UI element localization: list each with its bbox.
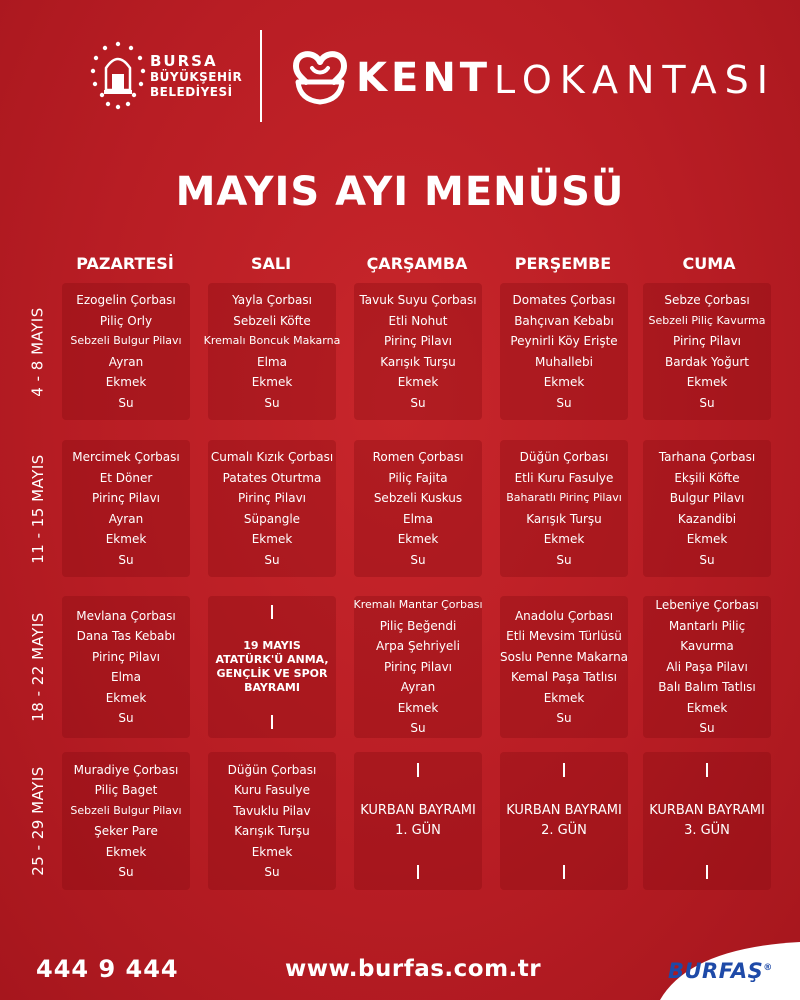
menu-item: Su — [410, 552, 426, 567]
day-header-sali: SALI — [250, 254, 292, 273]
menu-cell — [500, 283, 628, 420]
menu-item: Et Döner — [99, 470, 153, 485]
week-label-text: 25 - 29 MAYIS — [29, 766, 48, 876]
separator-bar — [271, 715, 273, 729]
menu-item: Balı Balım Tatlısı — [658, 680, 756, 695]
kurban-bayrami-text: KURBAN BAYRAMI — [506, 803, 622, 818]
menu-item: Tarhana Çorbası — [658, 450, 756, 464]
menu-item: Ekmek — [105, 690, 147, 705]
menu-item: Piliç Beğendi — [379, 618, 457, 633]
menu-item: Mercimek Çorbası — [72, 450, 180, 464]
separator-bar — [417, 865, 419, 879]
menu-item: Ekmek — [543, 690, 585, 705]
menu-cell — [208, 440, 336, 577]
menu-item: Baharatlı Pirinç Pilavı — [506, 491, 622, 504]
menu-item: Düğün Çorbası — [519, 450, 609, 464]
menu-item: Karışık Turşu — [234, 824, 310, 838]
menu-item: Ekmek — [251, 532, 293, 546]
menu-cell — [354, 752, 482, 890]
menu-item: Su — [699, 721, 715, 736]
kurban-bayrami-text: 2. GÜN — [541, 823, 587, 838]
holiday-text: BAYRAMI — [244, 681, 300, 694]
menu-item: Etli Mevsim Türlüsü — [506, 629, 622, 643]
menu-item: Bahçıvan Kebabı — [514, 313, 614, 328]
menu-item: Su — [556, 552, 572, 567]
lokantasi-word: LOKANTASI — [494, 58, 776, 102]
menu-cell — [643, 596, 771, 738]
bbb-line-3: BELEDİYESİ — [150, 85, 233, 99]
menu-item: Kazandibi — [677, 511, 737, 526]
kent-lokantasi-logo — [290, 48, 776, 112]
menu-item: Dana Tas Kebabı — [76, 629, 176, 643]
menu-item: Bulgur Pilavı — [669, 491, 745, 505]
menu-item: Su — [118, 865, 134, 879]
kurban-bayrami-text: 1. GÜN — [395, 823, 441, 838]
menu-item: Ekmek — [105, 844, 147, 859]
menu-item: Ayran — [108, 354, 144, 369]
day-header-cuma: CUMA — [682, 254, 736, 273]
menu-cell — [62, 283, 190, 420]
menu-cell — [500, 440, 628, 577]
header-divider — [260, 30, 262, 122]
menu-item: Domates Çorbası — [512, 293, 616, 307]
menu-item: Su — [118, 711, 134, 725]
menu-cell — [208, 752, 336, 890]
menu-cell — [208, 596, 336, 738]
menu-item: Ekmek — [397, 375, 439, 389]
menu-item: Şeker Pare — [94, 824, 158, 838]
separator-bar — [563, 763, 565, 777]
menu-item: Patates Oturtma — [222, 470, 322, 485]
menu-item: Sebzeli Piliç Kavurma — [648, 313, 766, 327]
menu-item: Ekmek — [251, 375, 293, 389]
menu-item: Ekmek — [686, 532, 728, 546]
menu-item: Kavurma — [680, 639, 734, 654]
menu-item: Ekmek — [543, 375, 585, 389]
separator-bar — [417, 763, 419, 777]
heart-bowl-icon — [290, 48, 350, 108]
bursa-emblem-icon — [88, 38, 148, 118]
menu-item: Piliç Baget — [94, 783, 158, 797]
menu-item: Su — [410, 395, 426, 410]
week-label-text: 11 - 15 MAYIS — [29, 453, 48, 564]
menu-item: Ekşili Köfte — [674, 470, 740, 485]
holiday-text: 19 MAYIS — [243, 639, 301, 652]
menu-item: Ezogelin Çorbası — [76, 293, 176, 307]
bbb-line-2: BÜYÜKŞEHİR — [150, 70, 243, 84]
menu-item: Etli Kuru Fasulye — [514, 470, 614, 485]
menu-cell — [500, 596, 628, 738]
menu-cell — [354, 440, 482, 577]
holiday-text: GENÇLİK VE SPOR — [216, 667, 328, 680]
menu-cell — [203, 283, 341, 420]
menu-item: Pirinç Pilavı — [237, 491, 307, 505]
menu-item: Lebeniye Çorbası — [655, 598, 759, 613]
menu-item: Bardak Yoğurt — [665, 354, 749, 369]
menu-item: Süpangle — [243, 511, 301, 526]
menu-item: Ekmek — [397, 700, 439, 715]
menu-item: Su — [264, 865, 280, 879]
menu-item: Elma — [403, 511, 433, 526]
menu-item: Anadolu Çorbası — [514, 608, 614, 623]
menu-item: Karışık Turşu — [380, 354, 456, 369]
menu-item: Elma — [257, 354, 287, 369]
menu-item: Ekmek — [105, 532, 147, 546]
menu-cell — [62, 752, 190, 890]
menu-item: Ayran — [108, 511, 144, 526]
menu-item: Muradiye Çorbası — [73, 762, 179, 777]
week-label — [18, 752, 58, 890]
menu-item: Su — [556, 711, 572, 725]
week-label — [18, 440, 58, 577]
menu-item: Pirinç Pilavı — [91, 491, 161, 505]
menu-item: Ekmek — [105, 375, 147, 389]
menu-item: Mevlana Çorbası — [76, 608, 176, 623]
menu-item: Sebzeli Bulgur Pilavı — [70, 803, 182, 817]
menu-item: Ekmek — [686, 700, 728, 715]
menu-cell — [354, 283, 482, 420]
week-label — [18, 283, 58, 420]
menu-item: Cumalı Kızık Çorbası — [210, 450, 334, 464]
menu-item: Kremalı Mantar Çorbası — [353, 598, 483, 612]
header — [0, 30, 800, 130]
menu-item: Su — [410, 721, 426, 736]
menu-item: Su — [699, 552, 715, 567]
menu-cell — [643, 752, 771, 890]
day-header-persembe: PERŞEMBE — [514, 254, 612, 273]
menu-item: Düğün Çorbası — [227, 762, 317, 777]
menu-item: Ayran — [400, 680, 436, 695]
page-title: MAYIS AYI MENÜSÜ — [175, 169, 625, 215]
burfas-brand: BURFAŞ — [668, 959, 764, 983]
menu-cell — [62, 440, 190, 577]
registered-mark: ® — [763, 963, 773, 973]
week-label-text: 18 - 22 MAYIS — [29, 612, 48, 722]
menu-item: Romen Çorbası — [372, 450, 464, 464]
menu-item: Pirinç Pilavı — [91, 649, 161, 664]
kurban-bayrami-text: KURBAN BAYRAMI — [649, 803, 765, 818]
menu-cell — [62, 596, 190, 738]
menu-item: Soslu Penne Makarna — [499, 649, 629, 664]
menu-item: Ekmek — [543, 532, 585, 546]
menu-item: Su — [264, 552, 280, 567]
menu-item: Yayla Çorbası — [232, 293, 312, 307]
menu-item: Mantarlı Piliç — [668, 618, 746, 633]
menu-item: Sebzeli Köfte — [233, 313, 311, 328]
menu-item: Elma — [111, 670, 141, 684]
menu-item: Sebzeli Bulgur Pilavı — [70, 334, 182, 347]
menu-item: Kuru Fasulye — [233, 783, 311, 797]
menu-item: Pirinç Pilavı — [383, 659, 453, 674]
bursa-buyuksehir-text — [150, 52, 242, 100]
menu-item: Tavuk Suyu Çorbası — [359, 293, 477, 307]
menu-item: Etli Nohut — [388, 313, 448, 328]
menu-item: Ekmek — [686, 375, 728, 389]
menu-item: Karışık Turşu — [526, 511, 602, 526]
menu-item: Piliç Fajita — [388, 470, 448, 485]
separator-bar — [563, 865, 565, 879]
menu-item: Su — [118, 395, 134, 410]
menu-item: Tavuklu Pilav — [233, 803, 311, 818]
holiday-text: ATATÜRK'Ü ANMA, — [215, 653, 329, 666]
menu-item: Sebzeli Kuskus — [373, 491, 463, 505]
day-header-pazartesi: PAZARTESİ — [76, 254, 174, 273]
phone-number: 444 9 444 — [36, 955, 179, 983]
menu-item: Muhallebi — [535, 354, 593, 369]
menu-item: Piliç Orly — [99, 313, 153, 328]
menu-item: Sebze Çorbası — [664, 293, 750, 307]
menu-item: Peynirli Köy Erişte — [510, 334, 618, 348]
menu-item: Su — [556, 395, 572, 410]
week-label — [18, 596, 58, 738]
menu-item: Ekmek — [251, 844, 293, 859]
separator-bar — [706, 865, 708, 879]
burfas-logo — [668, 954, 773, 985]
separator-bar — [271, 605, 273, 619]
kurban-bayrami-text: 3. GÜN — [684, 823, 730, 838]
menu-item: Su — [264, 395, 280, 410]
menu-item: Su — [699, 395, 715, 410]
kurban-bayrami-text: KURBAN BAYRAMI — [360, 803, 476, 818]
kent-word: KENT — [356, 55, 492, 101]
menu-cell — [354, 596, 482, 738]
week-label-text: 4 - 8 MAYIS — [29, 306, 48, 397]
bbb-line-1: BURSA — [150, 52, 218, 70]
separator-bar — [706, 763, 708, 777]
bursa-buyuksehir-logo — [88, 38, 258, 118]
menu-item: Su — [118, 552, 134, 567]
menu-item: Kremalı Boncuk Makarna — [203, 334, 341, 347]
menu-item: Ekmek — [397, 532, 439, 546]
menu-item: Pirinç Pilavı — [672, 334, 742, 348]
website-url: www.burfas.com.tr — [285, 956, 542, 982]
menu-item: Kemal Paşa Tatlısı — [511, 670, 617, 684]
menu-item: Pirinç Pilavı — [383, 334, 453, 348]
menu-cell — [500, 752, 628, 890]
day-headers — [60, 252, 775, 276]
day-header-carsamba: ÇARŞAMBA — [366, 254, 468, 273]
menu-item: Ali Paşa Pilavı — [666, 659, 748, 674]
menu-cell — [643, 283, 771, 420]
menu-item: Arpa Şehriyeli — [376, 639, 460, 654]
menu-cell — [643, 440, 771, 577]
